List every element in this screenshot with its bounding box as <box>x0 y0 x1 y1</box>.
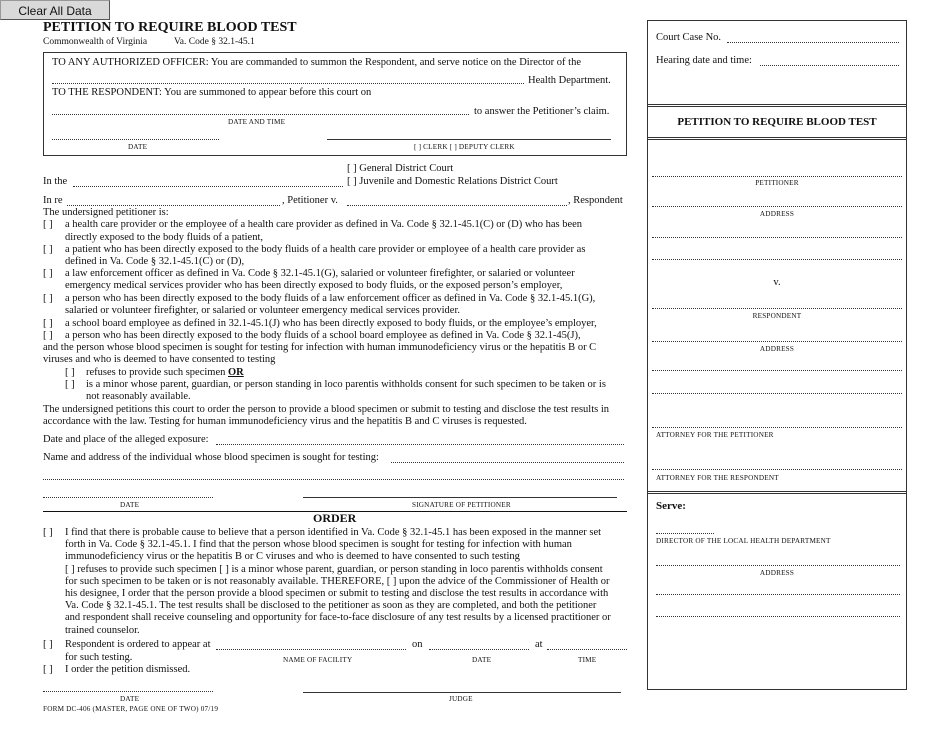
facility-label: NAME OF FACILITY <box>283 656 353 664</box>
signature-label: SIGNATURE OF PETITIONER <box>412 501 511 509</box>
appear-time-field[interactable] <box>547 649 627 650</box>
exposure-label: Date and place of the alleged exposure: <box>43 434 209 445</box>
facility-field[interactable] <box>216 649 406 650</box>
option-6-text: a person who has been directly exposed to the body fluids of a school board employee as defined in Va. Code § 32.1-45(J), <box>65 330 581 341</box>
code-label: Va. Code § 32.1-45.1 <box>174 37 255 47</box>
option-1-text-cont: directly exposed to the body fluids of a patient, <box>65 232 263 243</box>
side-respondent-field[interactable] <box>652 308 902 309</box>
serve-label: Serve: <box>656 500 686 512</box>
state-label: Commonwealth of Virginia <box>43 37 148 47</box>
dismissed-checkbox[interactable]: [ ] <box>43 664 53 675</box>
side-atty-resp-label: ATTORNEY FOR THE RESPONDENT <box>656 474 779 482</box>
summons-date-label: DATE <box>128 143 148 151</box>
side-address-field-2[interactable] <box>652 237 902 238</box>
judge-signature-line[interactable] <box>303 692 621 693</box>
option-2-checkbox[interactable]: [ ] <box>43 244 53 255</box>
officer-text: TO ANY AUTHORIZED OFFICER: You are commanded to summon the Respondent, and serve notice on the Director of the <box>52 57 582 68</box>
appear-date-order-field[interactable] <box>429 649 529 650</box>
form-title: PETITION TO REQUIRE BLOOD TEST <box>43 20 297 35</box>
side-divider-1 <box>647 104 907 107</box>
intro-text: The undersigned petitioner is: <box>43 207 169 218</box>
hearing-field[interactable] <box>760 65 899 66</box>
in-re-label: In re <box>43 195 63 206</box>
option-2-text: a patient who has been directly exposed to the body fluids of a health care provider or employee of a health care provider as <box>65 244 586 255</box>
in-the-label: In the <box>43 176 68 187</box>
respondent-name-field[interactable] <box>347 205 567 206</box>
minor-text-cont: not reasonably available. <box>86 391 191 402</box>
and-person-text: and the person whose blood specimen is sought for testing for infection with human immunodeficiency virus or the hepatitis B or C <box>43 342 597 353</box>
order-find-line-7: Va. Code § 32.1-45.1. The test results shall be disclosed to the petitioner as soon as they are completed, and both the petitioner <box>65 600 597 611</box>
court-name-field[interactable] <box>73 186 343 187</box>
petition-date-label: DATE <box>120 501 140 509</box>
order-find-line-5: for such specimen to be taken or is not reasonably available. THEREFORE, [ ] upon the advice of the Commissioner of Health or <box>65 576 610 587</box>
appear-label: Respondent is ordered to appear at <box>65 639 211 650</box>
clerk-signature-line[interactable] <box>327 139 611 140</box>
judge-label: JUDGE <box>449 695 473 703</box>
or-label: OR <box>228 367 244 378</box>
name-address-field-2[interactable] <box>43 479 624 480</box>
case-no-field[interactable] <box>727 42 899 43</box>
petition-date-field[interactable] <box>43 497 213 498</box>
director-label: DIRECTOR OF THE LOCAL HEALTH DEPARTMENT <box>656 537 831 545</box>
dismissed-text: I order the petition dismissed. <box>65 664 191 675</box>
option-4-text: a person who has been directly exposed to the body fluids of a law enforcement officer as defined in Va. Code § 32.1-45.1(G), <box>65 293 596 304</box>
name-address-label: Name and address of the individual whose blood specimen is sought for testing: <box>43 452 379 463</box>
date-time-label: DATE AND TIME <box>228 118 286 126</box>
order-find-line-3: immunodeficiency virus or the hepatitis B or C viruses and who is deemed to have consented to such testing <box>65 551 520 562</box>
petition-text: The undersigned petitions this court to order the person to provide a blood specimen or submit to testing and disclose the test results in <box>43 404 610 415</box>
hearing-label: Hearing date and time: <box>656 55 752 66</box>
at-label: at <box>535 639 543 650</box>
health-dept-label: Health Department. <box>528 75 611 86</box>
side-divider-2 <box>647 137 907 140</box>
general-district-court-option[interactable]: [ ] General District Court <box>347 163 454 174</box>
and-person-text-cont: viruses and who is deemed to have consented to testing <box>43 354 276 365</box>
side-respondent-label: RESPONDENT <box>752 312 802 320</box>
side-v-label: v. <box>773 277 781 288</box>
order-find-line-4: [ ] refuses to provide such specimen [ ] is a minor whose parent, guardian, or person standing in loco parentis withholds consent <box>65 564 603 575</box>
petition-text-cont: accordance with the law. Testing for human immunodeficiency virus and the hepatitis B and C viruses is requested. <box>43 416 527 427</box>
serve-address-field[interactable] <box>656 565 900 566</box>
side-atty-pet-label: ATTORNEY FOR THE PETITIONER <box>656 431 774 439</box>
order-find-line-8: and respondent shall receive counseling and opportunity for face-to-face disclosure of any test results by a licensed practitioner or <box>65 612 611 623</box>
time-label: TIME <box>578 656 597 664</box>
serve-address-field-2[interactable] <box>656 594 900 595</box>
side-atty-pet-field[interactable] <box>652 427 902 428</box>
option-1-text: a health care provider or the employee of a health care provider as defined in Va. Code § 32.1-45.1(C) or (D) who has been <box>65 219 583 230</box>
summons-date-field[interactable] <box>52 139 219 140</box>
order-find-line-6: his designee, I order that the person provide a blood specimen or submit to testing and disclose the test results in accordance with <box>65 588 609 599</box>
side-address2-label: ADDRESS <box>759 345 795 353</box>
exposure-field[interactable] <box>216 444 624 445</box>
petitioner-name-field[interactable] <box>67 205 280 206</box>
order-heading: ORDER <box>313 511 357 525</box>
option-1-checkbox[interactable]: [ ] <box>43 219 53 230</box>
option-3-text: a law enforcement officer as defined in Va. Code § 32.1-45.1(G), salaried or volunteer firefighter, or salaried or volunteer <box>65 268 575 279</box>
option-4-text-cont: salaried or volunteer firefighter, or salaried or volunteer emergency medical services provider. <box>65 305 461 316</box>
option-4-checkbox[interactable]: [ ] <box>43 293 53 304</box>
case-no-label: Court Case No. <box>656 32 722 43</box>
health-dept-field[interactable] <box>52 83 524 84</box>
order-find-line-1: I find that there is probable cause to believe that a person identified in Va. Code § 32.1-45.1 has been exposed in the manner set <box>65 527 602 538</box>
side-address-field-3[interactable] <box>652 259 902 260</box>
for-testing-label: for such testing. <box>65 652 133 663</box>
side-address-field[interactable] <box>652 206 902 207</box>
answer-text: to answer the Petitioner’s claim. <box>474 106 610 117</box>
petitioner-v-label: , Petitioner v. <box>282 195 338 206</box>
petitioner-signature-line[interactable] <box>303 497 617 498</box>
option-6-checkbox[interactable]: [ ] <box>43 330 53 341</box>
on-label: on <box>412 639 423 650</box>
side-address2-field-2[interactable] <box>652 370 902 371</box>
side-petitioner-label: PETITIONER <box>755 179 799 187</box>
side-atty-resp-field[interactable] <box>652 469 902 470</box>
name-address-field[interactable] <box>391 462 624 463</box>
respondent-text: TO THE RESPONDENT: You are summoned to appear before this court on <box>52 87 372 98</box>
side-title: PETITION TO REQUIRE BLOOD TEST <box>677 116 877 128</box>
option-3-checkbox[interactable]: [ ] <box>43 268 53 279</box>
side-divider-3 <box>647 491 907 494</box>
refuses-text <box>86 367 244 380</box>
serve-field[interactable] <box>656 533 714 534</box>
serve-address-field-3[interactable] <box>656 616 900 617</box>
order-find-line-2: forth in Va. Code § 32.1-45.1. I find that the person whose blood specimen is sought for testing for infection with human <box>65 539 572 550</box>
order-find-line-9: trained counselor. <box>65 625 140 636</box>
order-date-bottom-label: DATE <box>120 695 140 703</box>
order-date-label: DATE <box>472 656 492 664</box>
appear-date-field[interactable] <box>52 114 469 115</box>
side-address2-field[interactable] <box>652 341 902 342</box>
refuses-label: refuses to provide such specimen <box>86 367 226 378</box>
refuses-checkbox[interactable]: [ ] <box>65 367 75 378</box>
clerk-label: [ ] CLERK [ ] DEPUTY CLERK <box>414 143 515 151</box>
side-petitioner-field[interactable] <box>652 176 902 177</box>
minor-text: is a minor whose parent, guardian, or person standing in loco parentis withholds consent for such specimen to be taken or is <box>86 379 606 390</box>
option-5-text: a school board employee as defined in 32.1-45.1(J) who has been directly exposed to body fluids, or the employee’s employer, <box>65 318 597 329</box>
jdr-court-option[interactable]: [ ] Juvenile and Domestic Relations District Court <box>347 176 558 187</box>
side-address-label: ADDRESS <box>759 210 795 218</box>
option-3-text-cont: emergency medical services provider who has been directly exposed to body fluids, or the exposed person’s employer, <box>65 280 563 291</box>
appear-checkbox[interactable]: [ ] <box>43 639 53 650</box>
form-number: FORM DC-406 (MASTER, PAGE ONE OF TWO) 07/19 <box>43 705 219 713</box>
option-5-checkbox[interactable]: [ ] <box>43 318 53 329</box>
option-2-text-cont: defined in Va. Code § 32.1-45.1(C) or (D), <box>65 256 245 267</box>
order-date-field[interactable] <box>43 691 213 692</box>
minor-checkbox[interactable]: [ ] <box>65 379 75 390</box>
order-find-checkbox[interactable]: [ ] <box>43 527 53 538</box>
serve-address-label: ADDRESS <box>759 569 795 577</box>
clear-all-data-button[interactable]: Clear All Data <box>0 0 110 20</box>
respondent-label: , Respondent <box>568 195 623 206</box>
side-address2-field-3[interactable] <box>652 393 902 394</box>
